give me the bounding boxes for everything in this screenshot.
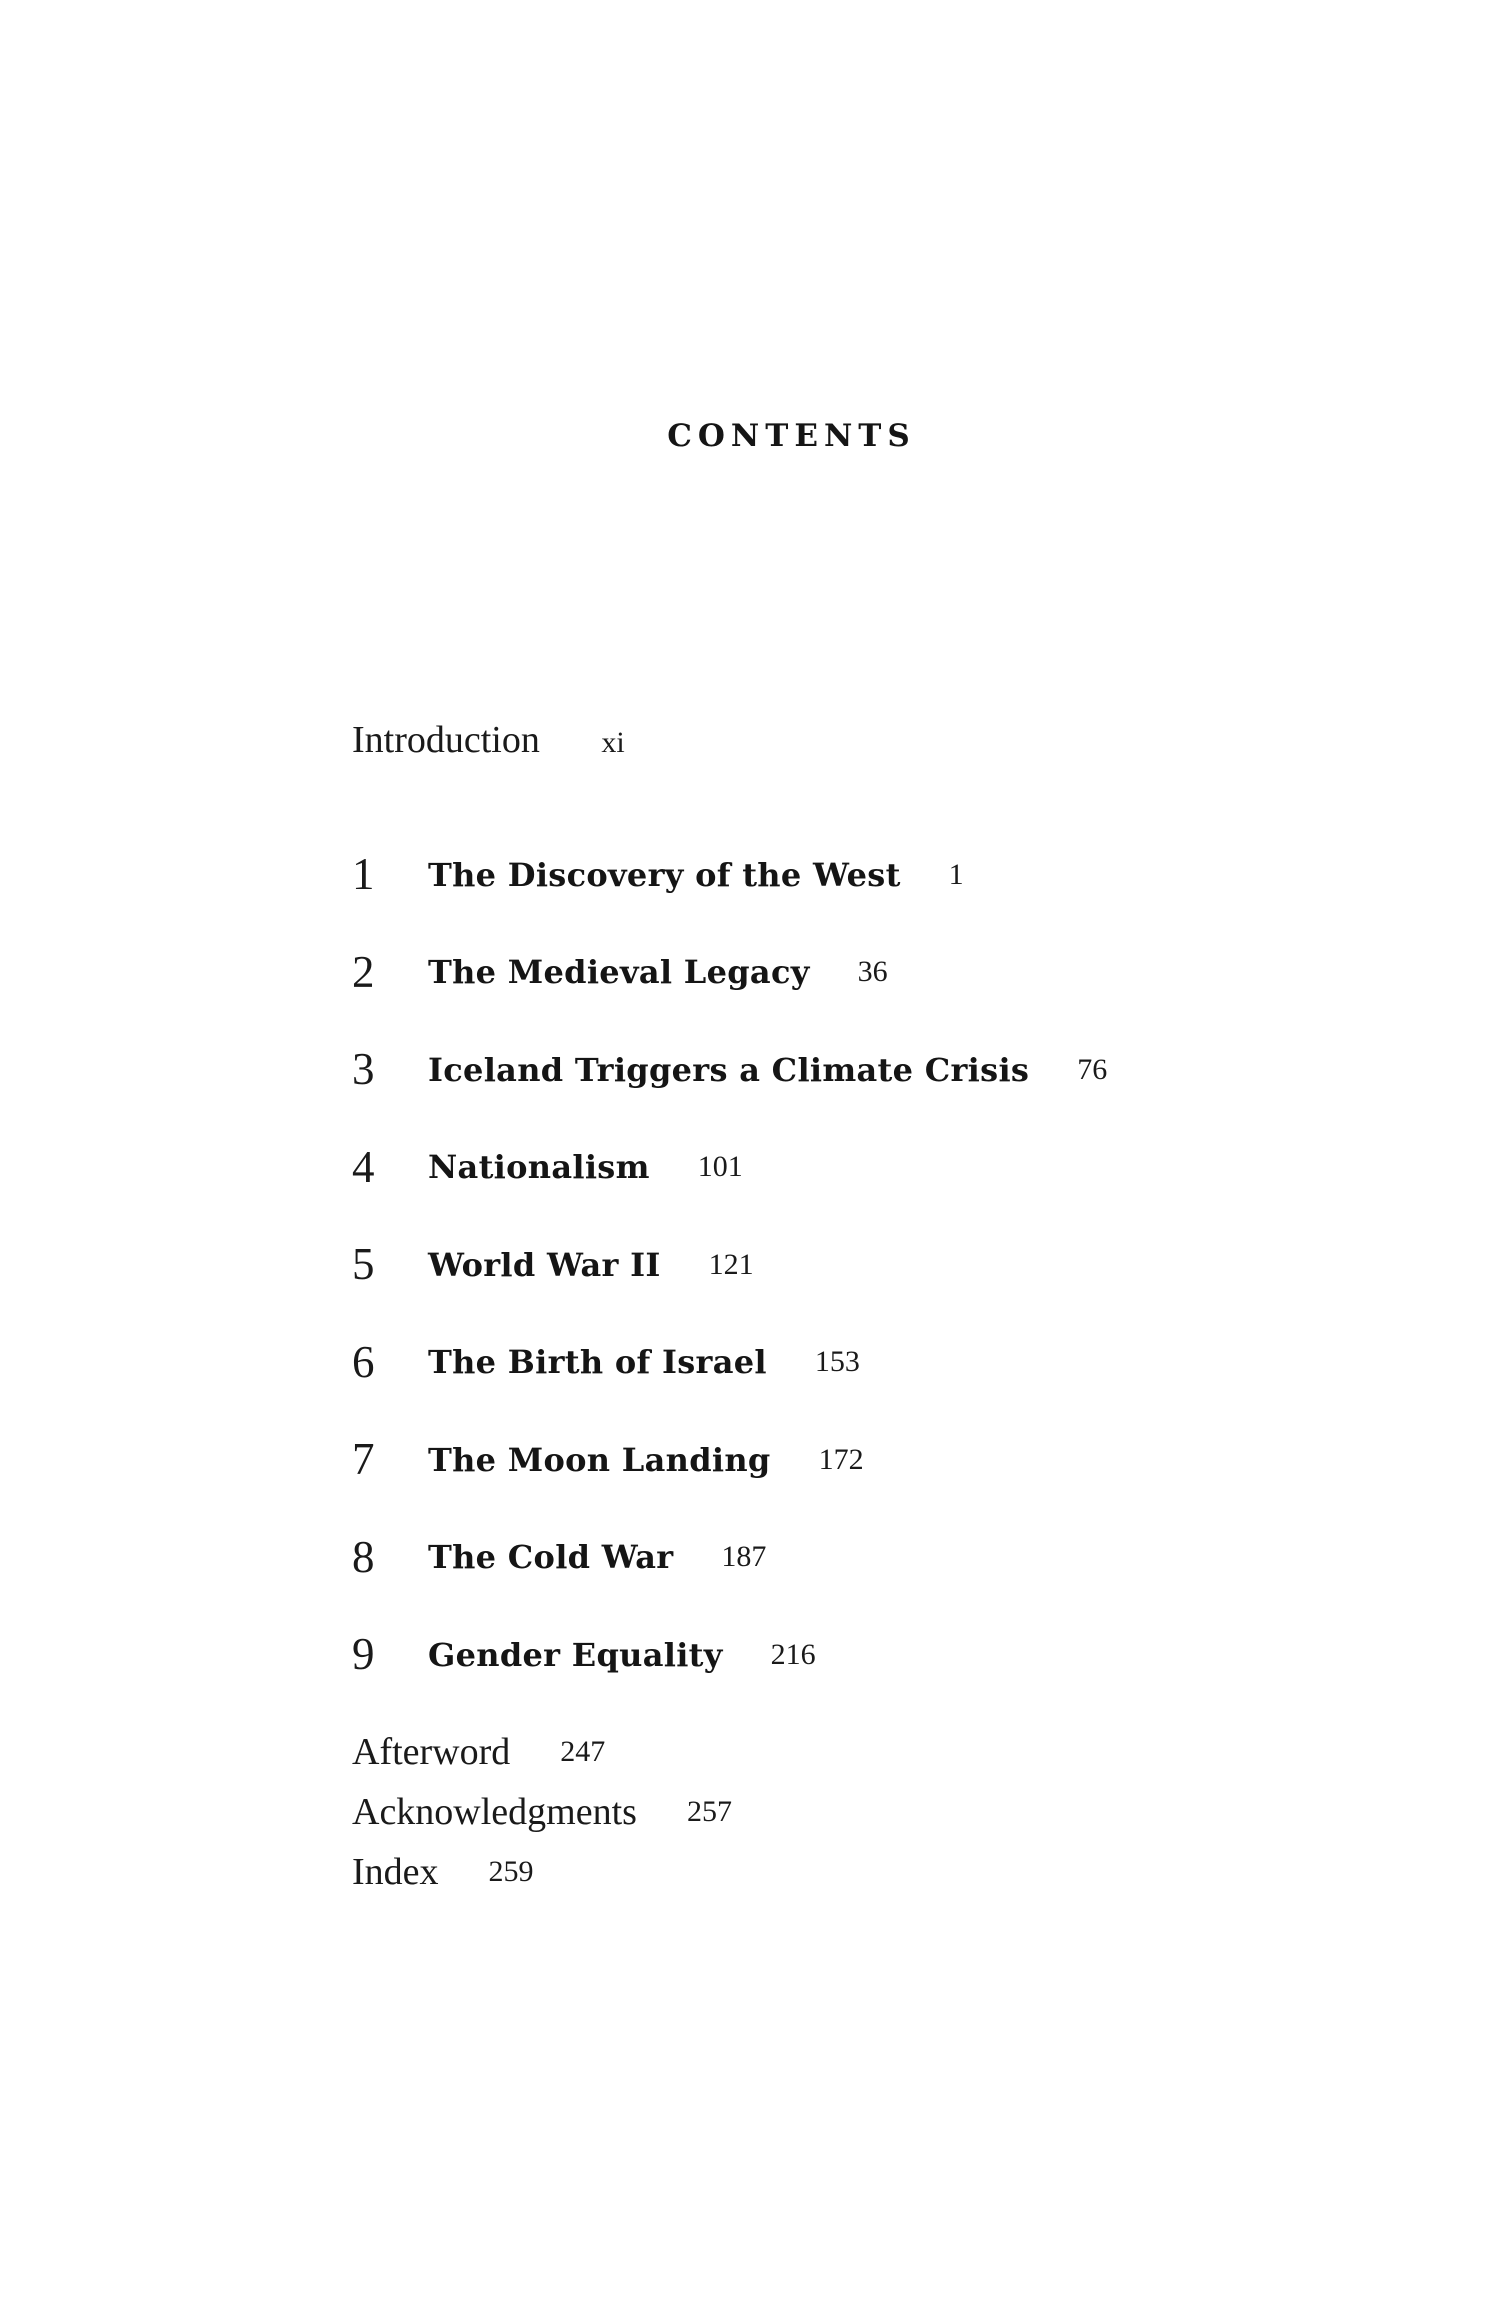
chapter-entry <box>352 1606 1452 1704</box>
chapter-title: Gender Equality <box>428 1635 723 1674</box>
chapter-number: 6 <box>352 1336 375 1387</box>
chapter-number: 2 <box>352 946 375 997</box>
toc-entry-index <box>352 1842 732 1902</box>
chapter-title: The Medieval Legacy <box>428 953 810 992</box>
chapter-number: 1 <box>352 849 375 900</box>
chapter-entry <box>352 924 1452 1022</box>
chapter-entry <box>352 1119 1452 1217</box>
chapter-page: 121 <box>708 1247 754 1281</box>
toc-entry-page: 257 <box>686 1795 732 1828</box>
toc-entry-afterword <box>352 1722 732 1782</box>
chapter-list <box>352 826 1452 1704</box>
chapter-entry <box>352 826 1452 924</box>
chapter-entry <box>352 1411 1452 1509</box>
chapter-number: 3 <box>352 1044 375 1095</box>
chapter-number: 8 <box>352 1531 375 1582</box>
chapter-number: 7 <box>352 1434 375 1485</box>
chapter-title: World War II <box>428 1245 661 1284</box>
back-matter-list <box>352 1722 732 1902</box>
page-title: CONTENTS <box>667 418 916 454</box>
chapter-title: The Cold War <box>428 1538 674 1577</box>
chapter-page: 36 <box>857 955 888 989</box>
toc-entry-title: Index <box>352 1851 439 1893</box>
chapter-page: 172 <box>818 1442 864 1476</box>
toc-entry-page: 247 <box>560 1735 606 1768</box>
chapter-page: 76 <box>1077 1052 1108 1086</box>
chapter-number: 5 <box>352 1239 375 1290</box>
toc-entry-title: Acknowledgments <box>352 1791 637 1833</box>
chapter-number: 9 <box>352 1629 375 1680</box>
chapter-entry <box>352 1509 1452 1607</box>
toc-entry-title: Introduction <box>352 719 540 761</box>
toc-entry-page: 259 <box>488 1855 534 1888</box>
chapter-title: The Birth of Israel <box>428 1343 767 1382</box>
chapter-title: Nationalism <box>428 1148 650 1187</box>
chapter-page: 216 <box>770 1637 816 1671</box>
chapter-entry <box>352 1314 1452 1412</box>
chapter-page: 101 <box>697 1150 743 1184</box>
chapter-title: Iceland Triggers a Climate Crisis <box>428 1050 1030 1089</box>
chapter-page: 187 <box>721 1540 767 1574</box>
chapter-page: 153 <box>814 1345 860 1379</box>
toc-entry-title: Afterword <box>352 1731 511 1773</box>
chapter-title: The Moon Landing <box>428 1440 771 1479</box>
toc-entry-introduction <box>352 718 625 762</box>
chapter-page: 1 <box>948 857 964 891</box>
chapter-entry <box>352 1021 1452 1119</box>
chapter-number: 4 <box>352 1141 375 1192</box>
toc-entry-acknowledgments <box>352 1782 732 1842</box>
toc-entry-page: xi <box>601 726 625 759</box>
chapter-title: The Discovery of the West <box>428 855 901 894</box>
chapter-entry <box>352 1216 1452 1314</box>
